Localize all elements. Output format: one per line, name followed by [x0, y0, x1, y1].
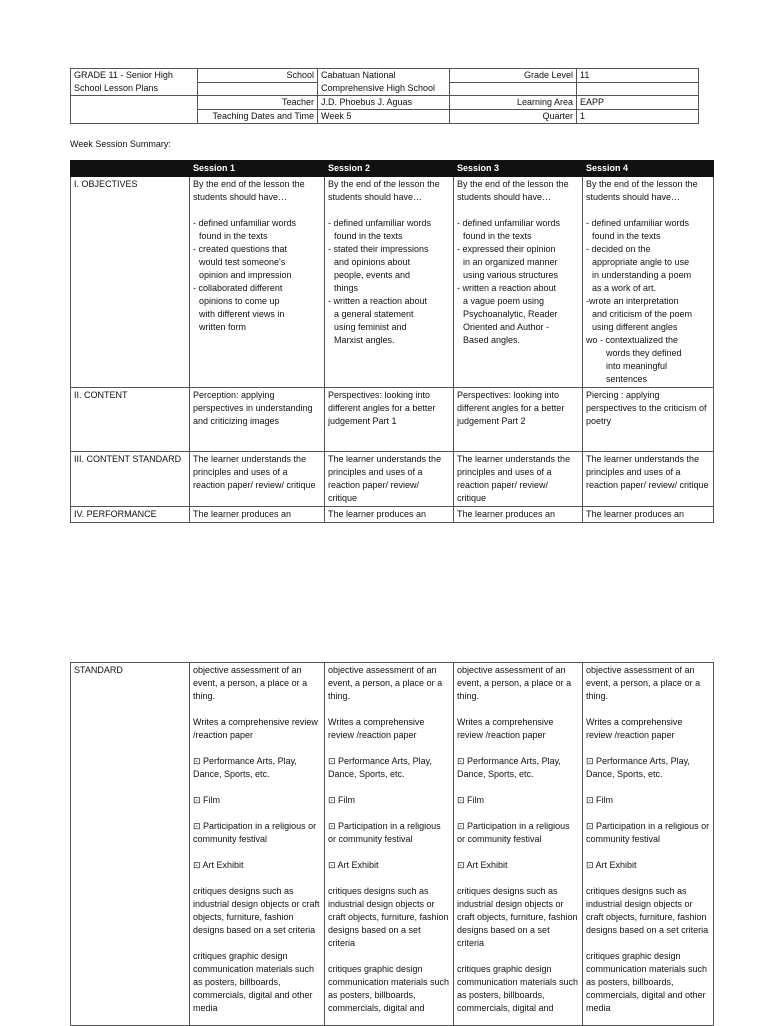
- cell-line: By the end of the lesson the students should have…: [457, 179, 569, 202]
- cell-line: as a work of art.: [592, 283, 657, 293]
- table-row: [71, 177, 714, 388]
- cell-line: - written a reaction about: [328, 296, 428, 306]
- cell-line: in understanding a poem: [592, 270, 692, 280]
- cell-line: Psychoanalytic, Reader: [463, 309, 558, 319]
- table-row: [71, 452, 714, 507]
- teacher-label: Teacher: [198, 96, 318, 110]
- cell-line: - written a reaction about: [457, 283, 557, 293]
- cell-line: critiques designs such as industrial design objects or craft objects, furniture, fashion designs based on a set criteria: [193, 886, 320, 935]
- dates-value: Week 5: [318, 110, 450, 124]
- cell-line: a vague poem using: [463, 296, 545, 306]
- cell-line: objective assessment of an event, a person, a place or a thing.: [193, 665, 308, 701]
- cell-line: using various structures: [463, 270, 559, 280]
- cell-line: ⊡ Art Exhibit: [457, 860, 508, 870]
- performance-cell: The learner produces an: [583, 507, 714, 523]
- cell-line: [328, 204, 450, 217]
- cell-line: [586, 703, 710, 716]
- cell-line: [457, 846, 579, 859]
- grade-level-label: Grade Level: [450, 69, 577, 83]
- content-cell: Perspectives: looking into different angles for a better judgement Part 2: [454, 388, 583, 452]
- cell-line: ⊡ Art Exhibit: [586, 860, 637, 870]
- quarter-label: Quarter: [450, 110, 577, 124]
- school-label: School: [198, 69, 318, 83]
- content-cell: Perspectives: looking into different angles for a better judgement Part 1: [325, 388, 454, 452]
- content-cell: Piercing : applying perspectives to the criticism of poetry: [583, 388, 714, 452]
- session-header: Session 1: [190, 161, 325, 177]
- performance-cell: The learner produces an: [325, 507, 454, 523]
- cell-line: found in the texts: [592, 231, 661, 241]
- cell-line: [193, 846, 321, 859]
- cell-line: using different angles: [592, 322, 678, 332]
- cell-line: [193, 204, 321, 217]
- cell-line: objective assessment of an event, a person, a place or a thing.: [457, 665, 572, 701]
- cell-line: -wrote an interpretation: [586, 296, 679, 306]
- cell-line: Oriented and Author -: [463, 322, 550, 332]
- cell-line: [328, 703, 450, 716]
- cell-line: By the end of the lesson the students should have…: [328, 179, 440, 202]
- cell-line: - defined unfamiliar words: [457, 218, 561, 228]
- cell-line: [328, 846, 450, 859]
- cell-line: Writes a comprehensive review /reaction paper: [193, 717, 318, 740]
- cell-line: written form: [199, 322, 247, 332]
- cell-line: ⊡ Film: [328, 795, 356, 805]
- cell-line: found in the texts: [334, 231, 403, 241]
- performance-cell: The learner produces an: [190, 507, 325, 523]
- cell-line: opinions to come up: [199, 296, 280, 306]
- standard-cell: [325, 663, 454, 1026]
- table-row: [71, 388, 714, 452]
- cell-line: sentences: [606, 374, 648, 384]
- cell-line: [457, 807, 579, 820]
- objectives-cell: [454, 177, 583, 388]
- cell-line: ⊡ Participation in a religious or community festival: [586, 821, 710, 844]
- cell-line: [457, 781, 579, 794]
- table-row: [71, 663, 714, 1026]
- cell-line: using feminist and: [334, 322, 407, 332]
- cell-line: critiques designs such as industrial design objects or craft objects, furniture, fashion designs based on a set criteria: [328, 886, 449, 948]
- cell-line: [586, 846, 710, 859]
- cell-line: [457, 204, 579, 217]
- objectives-cell: [190, 177, 325, 388]
- cell-line: [457, 872, 579, 885]
- cell-line: - expressed their opinion: [457, 244, 556, 254]
- session-header: Session 4: [583, 161, 714, 177]
- row-label: IV. PERFORMANCE: [71, 507, 190, 523]
- session-header: Session 2: [325, 161, 454, 177]
- cell-line: [193, 807, 321, 820]
- cell-line: ⊡ Performance Arts, Play, Dance, Sports, etc.: [457, 756, 561, 779]
- cell-line: [457, 950, 579, 963]
- cell-line: ⊡ Performance Arts, Play, Dance, Sports, etc.: [586, 756, 690, 779]
- cell-line: Based angles.: [463, 335, 521, 345]
- session-header: Session 3: [454, 161, 583, 177]
- cell-line: in an organized manner: [463, 257, 558, 267]
- cell-line: critiques graphic design communication materials such as posters, billboards, commercials, digital and other media: [586, 951, 708, 1013]
- session-table-continued: [70, 662, 714, 1026]
- quarter-value: 1: [577, 110, 699, 124]
- cell-line: Writes a comprehensive review /reaction paper: [586, 717, 683, 740]
- content-standard-cell: The learner understands the principles and uses of a reaction paper/ review/ critique: [454, 452, 583, 507]
- content-standard-cell: The learner understands the principles and uses of a reaction paper/ review/ critique: [325, 452, 454, 507]
- objectives-cell: [583, 177, 714, 388]
- content-standard-cell: The learner understands the principles and uses of a reaction paper/ review/ critique: [190, 452, 325, 507]
- summary-title: Week Session Summary:: [70, 139, 171, 149]
- cell-line: [586, 807, 710, 820]
- cell-line: [328, 950, 450, 963]
- cell-line: ⊡ Participation in a religious or community festival: [457, 821, 570, 844]
- cell-line: ⊡ Film: [457, 795, 485, 805]
- cell-line: words they defined: [606, 348, 682, 358]
- cell-line: [193, 872, 321, 885]
- cell-line: a general statement: [334, 309, 414, 319]
- cell-line: [328, 807, 450, 820]
- cell-line: [457, 703, 579, 716]
- cell-line: things: [334, 283, 359, 293]
- cell-line: critiques designs such as industrial design objects or craft objects, furniture, fashion designs based on a set criteria: [457, 886, 578, 948]
- lesson-info-table: [70, 68, 699, 124]
- cell-line: Writes a comprehensive review /reaction paper: [328, 717, 425, 740]
- content-standard-cell: The learner understands the principles and uses of a reaction paper/ review/ critique: [583, 452, 714, 507]
- cell-line: with different views in: [199, 309, 285, 319]
- cell-line: ⊡ Participation in a religious or community festival: [328, 821, 441, 844]
- cell-line: [328, 872, 450, 885]
- cell-line: ⊡ Performance Arts, Play, Dance, Sports, etc.: [328, 756, 432, 779]
- session-header-row: [71, 161, 714, 177]
- cell-line: Marxist angles.: [334, 335, 395, 345]
- cell-line: [193, 742, 321, 755]
- cell-line: people, events and: [334, 270, 411, 280]
- cell-line: By the end of the lesson the students should have…: [193, 179, 305, 202]
- cell-line: [586, 204, 710, 217]
- cell-line: [586, 872, 710, 885]
- cell-line: [457, 742, 579, 755]
- cell-line: [193, 937, 321, 950]
- cell-line: would test someone's: [199, 257, 286, 267]
- cell-line: [193, 703, 321, 716]
- cell-line: - defined unfamiliar words: [586, 218, 690, 228]
- cell-line: critiques graphic design communication materials such as posters, billboards, commercials, digital and: [328, 964, 450, 1013]
- cell-line: [586, 937, 710, 950]
- cell-line: [328, 781, 450, 794]
- grade-title: GRADE 11 - Senior High School Lesson Plans: [71, 69, 198, 96]
- row-label: I. OBJECTIVES: [71, 177, 190, 388]
- cell-line: - stated their impressions: [328, 244, 429, 254]
- cell-line: wo - contextualized the: [586, 335, 679, 345]
- cell-line: ⊡ Performance Arts, Play, Dance, Sports, etc.: [193, 756, 297, 779]
- performance-cell: The learner produces an: [454, 507, 583, 523]
- cell-line: ⊡ Film: [586, 795, 614, 805]
- cell-line: and criticism of the poem: [592, 309, 693, 319]
- cell-line: and opinions about: [334, 257, 411, 267]
- standard-cell: [583, 663, 714, 1026]
- row-label: II. CONTENT: [71, 388, 190, 452]
- table-row: [71, 507, 714, 523]
- dates-label: Teaching Dates and Time: [198, 110, 318, 124]
- cell-line: ⊡ Art Exhibit: [193, 860, 244, 870]
- cell-line: [328, 742, 450, 755]
- cell-line: ⊡ Participation in a religious or community festival: [193, 821, 317, 844]
- cell-line: critiques designs such as industrial design objects or craft objects, furniture, fashion designs based on a set criteria: [586, 886, 709, 935]
- cell-line: opinion and impression: [199, 270, 292, 280]
- cell-line: Writes a comprehensive review /reaction paper: [457, 717, 554, 740]
- cell-line: critiques graphic design communication materials such as posters, billboards, commercials, digital and other media: [193, 951, 315, 1013]
- school-value: Cabatuan National Comprehensive High School: [318, 69, 450, 96]
- content-cell: Perception: applying perspectives in understanding and criticizing images: [190, 388, 325, 452]
- cell-line: into meaningful: [606, 361, 668, 371]
- cell-line: [586, 742, 710, 755]
- grade-level-value: 11: [577, 69, 699, 83]
- row-label: STANDARD: [71, 663, 190, 1026]
- cell-line: [586, 781, 710, 794]
- cell-line: [193, 781, 321, 794]
- cell-line: By the end of the lesson the students should have…: [586, 179, 698, 202]
- row-label: III. CONTENT STANDARD: [71, 452, 190, 507]
- cell-line: appropriate angle to use: [592, 257, 690, 267]
- cell-line: critiques graphic design communication materials such as posters, billboards, commercials, digital and: [457, 964, 579, 1013]
- standard-cell: [454, 663, 583, 1026]
- cell-line: found in the texts: [463, 231, 532, 241]
- cell-line: - defined unfamiliar words: [328, 218, 432, 228]
- session-table: [70, 160, 714, 523]
- cell-line: - created questions that: [193, 244, 288, 254]
- cell-line: objective assessment of an event, a person, a place or a thing.: [328, 665, 443, 701]
- learning-area-value: EAPP: [577, 96, 699, 110]
- cell-line: - defined unfamiliar words: [193, 218, 297, 228]
- standard-cell: [190, 663, 325, 1026]
- learning-area-label: Learning Area: [450, 96, 577, 110]
- teacher-value: J.D. Phoebus J. Aguas: [318, 96, 450, 110]
- objectives-cell: [325, 177, 454, 388]
- cell-line: - collaborated different: [193, 283, 283, 293]
- cell-line: found in the texts: [199, 231, 268, 241]
- cell-line: - decided on the: [586, 244, 651, 254]
- cell-line: ⊡ Art Exhibit: [328, 860, 379, 870]
- cell-line: objective assessment of an event, a person, a place or a thing.: [586, 665, 701, 701]
- cell-line: ⊡ Film: [193, 795, 221, 805]
